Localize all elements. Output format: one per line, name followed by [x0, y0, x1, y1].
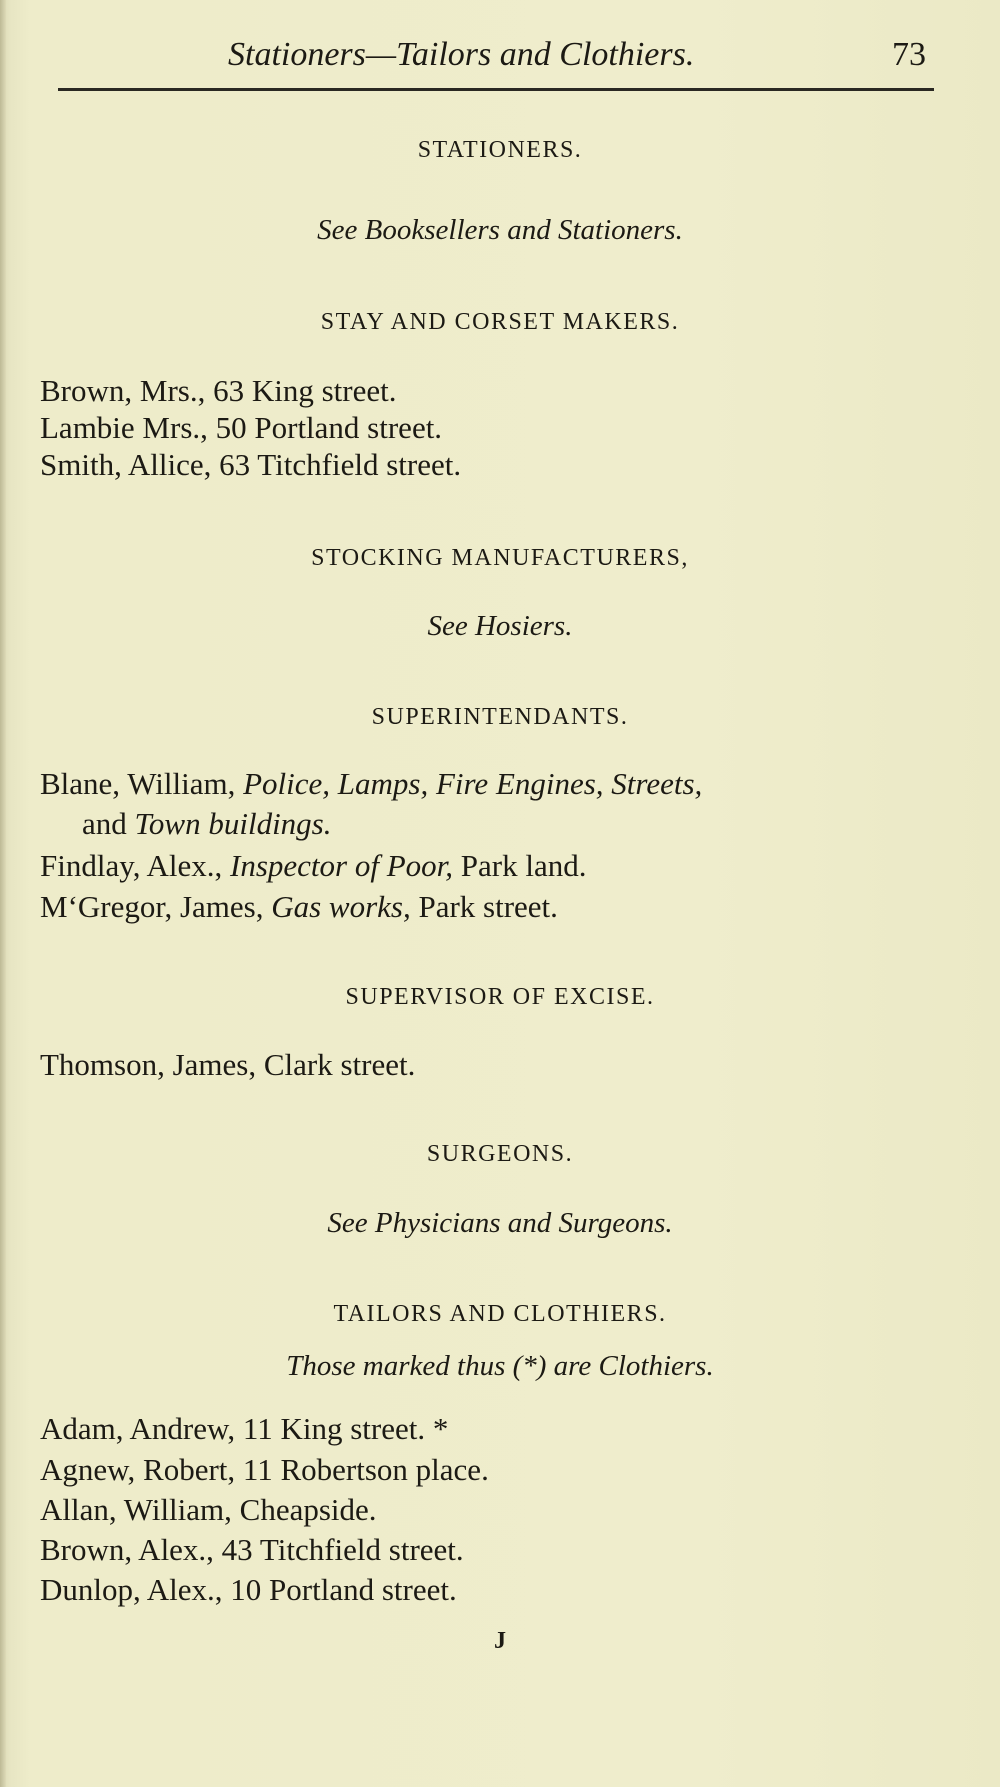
- entry-agnew: Agnew, Robert, 11 Robertson place.: [40, 1452, 489, 1487]
- see-booksellers: See Booksellers and Stationers.: [317, 214, 683, 246]
- heading-stay-corset: STAY AND CORSET MAKERS.: [320, 309, 680, 335]
- entry-mgregor: [40, 889, 558, 925]
- page-header: [58, 30, 934, 91]
- findlay-place: Park land.: [453, 848, 587, 883]
- entry-brown-alex: Brown, Alex., 43 Titchfield street.: [40, 1532, 464, 1567]
- blane-and: and: [82, 806, 135, 841]
- mgregor-name: M‘Gregor, James,: [40, 889, 272, 924]
- entry-findlay: [40, 848, 586, 884]
- mgregor-place: Park street.: [410, 889, 558, 924]
- heading-tailors: TAILORS AND CLOTHIERS.: [333, 1301, 667, 1327]
- heading-stocking: STOCKING MANUFACTURERS,: [311, 545, 689, 571]
- entry-adam: Adam, Andrew, 11 King street. *: [40, 1411, 449, 1446]
- mgregor-role: Gas works,: [271, 889, 411, 924]
- page-spine-shadow: [0, 0, 6, 1787]
- entry-smith-allice: Smith, Allice, 63 Titchfield street.: [40, 447, 462, 482]
- note-clothiers: Those marked thus (*) are Clothiers.: [286, 1350, 714, 1382]
- heading-superintendants: SUPERINTENDANTS.: [371, 704, 629, 730]
- entry-blane: [40, 766, 702, 802]
- entry-blane-continued: [82, 806, 332, 842]
- blane-name: Blane, William,: [40, 766, 244, 801]
- heading-supervisor: SUPERVISOR OF EXCISE.: [345, 984, 655, 1010]
- findlay-role: Inspector of Poor,: [230, 848, 454, 883]
- entry-lambie: Lambie Mrs., 50 Portland street.: [40, 410, 443, 445]
- see-physicians: See Physicians and Surgeons.: [327, 1207, 673, 1239]
- heading-surgeons: SURGEONS.: [426, 1141, 574, 1167]
- blane-town-buildings: Town buildings.: [134, 806, 332, 841]
- entry-thomson: Thomson, James, Clark street.: [40, 1047, 416, 1082]
- signature-mark: J: [494, 1628, 506, 1654]
- entry-brown-mrs: Brown, Mrs., 63 King street.: [40, 373, 397, 408]
- page-number: 73: [892, 36, 926, 73]
- findlay-name: Findlay, Alex.,: [40, 848, 231, 883]
- heading-stationers: STATIONERS.: [417, 137, 583, 163]
- running-title: Stationers—Tailors and Clothiers.: [228, 36, 695, 73]
- blane-role: Police, Lamps, Fire Engines, Streets,: [243, 766, 703, 801]
- entry-dunlop: Dunlop, Alex., 10 Portland street.: [40, 1572, 457, 1607]
- entry-allan: Allan, William, Cheapside.: [40, 1492, 377, 1527]
- see-hosiers: See Hosiers.: [427, 610, 573, 642]
